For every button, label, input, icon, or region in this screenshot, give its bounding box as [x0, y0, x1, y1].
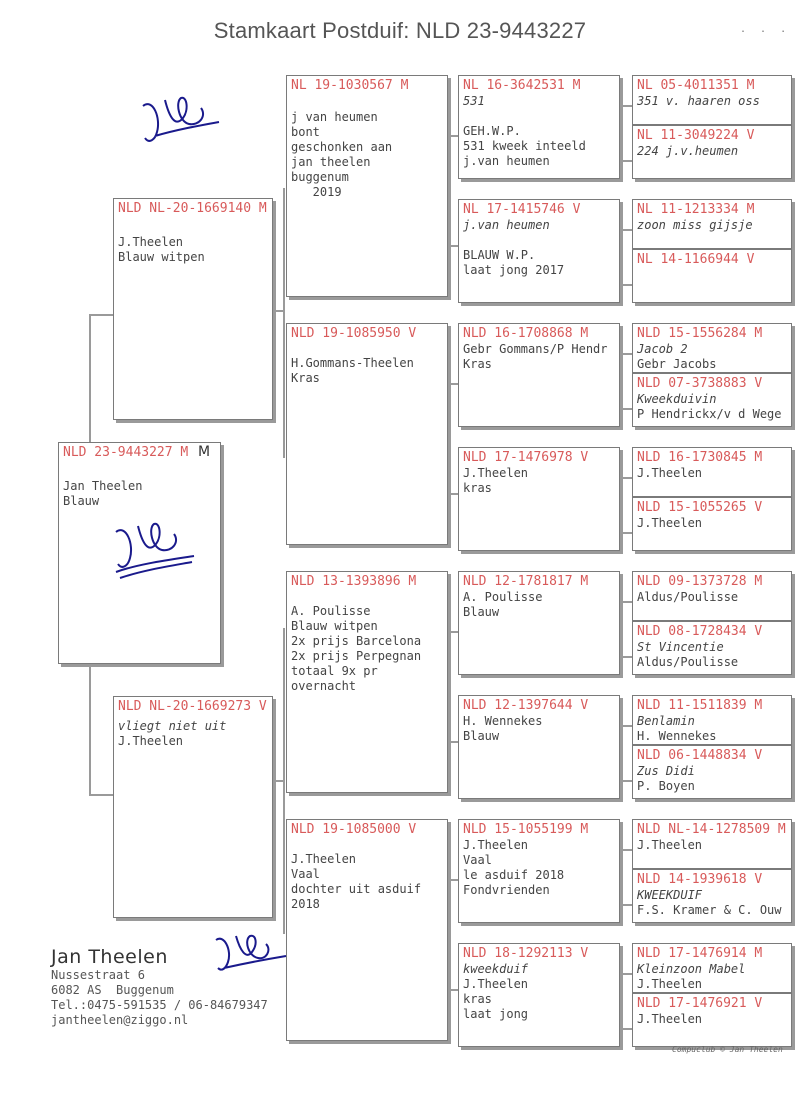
connector-g2-0-b	[448, 245, 458, 247]
gg-grandparent-card-3	[632, 199, 792, 249]
great-grandparent-card-2-line: BLAUW W.P.	[463, 248, 536, 262]
grandparent-card-3-ring	[291, 574, 416, 589]
scan-marks: . . .	[740, 24, 791, 35]
great-grandparent-card-5-details	[463, 590, 542, 620]
grandparent-card-1-line: bont	[291, 125, 320, 139]
connector-dam	[89, 794, 115, 796]
great-grandparent-card-7-ring-number: NLD 15-1055199	[463, 822, 573, 837]
connector-g3-3-b	[620, 532, 632, 534]
signature-top	[135, 88, 225, 158]
credit-text: Compuclub © Jan Theelen	[672, 1045, 783, 1054]
great-grandparent-card-6-line: Blauw	[463, 729, 500, 743]
great-grandparent-card-2-ring	[463, 202, 580, 217]
gg-grandparent-card-13-details	[637, 838, 702, 853]
great-grandparent-card-6-details	[463, 714, 542, 744]
gg-grandparent-card-10-ring	[637, 624, 762, 639]
gg-grandparent-card-13-line: J.Theelen	[637, 838, 703, 852]
great-grandparent-card-8-details	[463, 962, 528, 1022]
gg-grandparent-card-12-ring	[637, 748, 762, 763]
connector-g3-6-b	[620, 904, 632, 906]
gg-grandparent-card-9-sex: M	[746, 574, 763, 589]
great-grandparent-card-8-line: laat jong	[463, 1007, 529, 1021]
great-grandparent-card-1	[458, 75, 620, 179]
great-grandparent-card-7-line: Fondvrienden	[463, 883, 550, 897]
gg-grandparent-card-5-ring	[637, 326, 762, 341]
great-grandparent-card-5-ring	[463, 574, 588, 589]
grandparent-card-1-line: geschonken aan	[291, 140, 393, 154]
gg-grandparent-card-12-details	[637, 764, 695, 794]
gg-grandparent-card-15	[632, 943, 792, 993]
connector-g2-3-a	[448, 879, 458, 881]
gg-grandparent-card-14-sex: V	[746, 872, 763, 887]
gg-grandparent-card-11-sex: M	[746, 698, 763, 713]
gg-grandparent-card-10-line: Aldus/Poulisse	[637, 655, 739, 669]
dam-card-sex: V	[251, 699, 267, 714]
grandparent-card-4-details	[291, 852, 421, 912]
gg-grandparent-card-4-sex: V	[738, 252, 755, 267]
grandparent-card-3-line: Blauw witpen	[291, 619, 378, 633]
gg-grandparent-card-2-details	[637, 144, 738, 159]
gg-grandparent-card-2-ring	[637, 128, 754, 143]
gg-grandparent-card-10-line: St Vincentie	[637, 640, 724, 654]
gg-grandparent-card-9-details	[637, 590, 738, 605]
great-grandparent-card-7-details	[463, 838, 564, 898]
gg-grandparent-card-6-ring	[637, 376, 762, 391]
connector-g2-1-a	[448, 383, 458, 385]
gg-grandparent-card-2-sex: V	[738, 128, 755, 143]
gg-grandparent-card-10	[632, 621, 792, 675]
connector-dam-mid	[272, 780, 285, 782]
gg-grandparent-card-7-details	[637, 466, 702, 481]
gg-grandparent-card-12-ring-number: NLD 06-1448834	[637, 748, 747, 763]
gg-grandparent-card-11-ring	[637, 698, 762, 713]
great-grandparent-card-8-ring-number: NLD 18-1292113	[463, 946, 573, 961]
gg-grandparent-card-14-ring	[637, 872, 762, 887]
gg-grandparent-card-6-ring-number: NLD 07-3738883	[637, 376, 747, 391]
connector-g3-6-a	[620, 849, 632, 851]
grandparent-card-3-line: 2x prijs Perpegnan	[291, 649, 422, 663]
gg-grandparent-card-12-line: Zus Didi	[637, 764, 695, 778]
gg-grandparent-card-16-details	[637, 1012, 702, 1027]
connector-g2-0-a	[448, 135, 458, 137]
grandparent-card-4-line: J.Theelen	[291, 852, 357, 866]
gg-grandparent-card-11-details	[637, 714, 716, 744]
gg-grandparent-card-9-ring-number: NLD 09-1373728	[637, 574, 747, 589]
great-grandparent-card-3-line: Gebr Gommans/P Hendr	[463, 342, 608, 356]
connector-g3-5-b	[620, 780, 632, 782]
gg-grandparent-card-4	[632, 249, 792, 303]
gg-grandparent-card-5-line: Gebr Jacobs	[637, 357, 717, 371]
grandparent-card-1	[286, 75, 448, 297]
gg-grandparent-card-8-ring	[637, 500, 762, 515]
dam-card-ring-number: NLD NL-20-1669273	[118, 699, 252, 714]
gg-grandparent-card-8-details	[637, 516, 702, 531]
gg-grandparent-card-3-ring-number: NL 11-1213334	[637, 202, 739, 217]
connector-g3-0-a	[620, 105, 632, 107]
gg-grandparent-card-9	[632, 571, 792, 621]
great-grandparent-card-2-line: j.van heumen	[463, 218, 550, 232]
great-grandparent-card-8-ring	[463, 946, 588, 961]
gg-grandparent-card-13	[632, 819, 792, 869]
dam-card-details	[118, 719, 226, 749]
connector-g3-7-a	[620, 973, 632, 975]
great-grandparent-card-2-line: laat jong 2017	[463, 263, 565, 277]
sire-card-sex: M	[251, 201, 267, 216]
gg-grandparent-card-6-sex: V	[746, 376, 763, 391]
grandparent-card-3-ring-number: NLD 13-1393896	[291, 574, 401, 589]
pigeon-card-ring	[63, 445, 188, 460]
gg-grandparent-card-6-details	[637, 392, 782, 422]
sire-card-line: J.Theelen	[118, 235, 184, 249]
great-grandparent-card-3-ring	[463, 326, 588, 341]
great-grandparent-card-7-sex: M	[572, 822, 589, 837]
sire-card-ring-number: NLD NL-20-1669140	[118, 201, 252, 216]
gg-grandparent-card-13-ring	[637, 822, 786, 837]
gg-grandparent-card-14-ring-number: NLD 14-1939618	[637, 872, 747, 887]
gg-grandparent-card-15-sex: M	[746, 946, 763, 961]
connector-g3-1-a	[620, 229, 632, 231]
gg-grandparent-card-14-details	[637, 888, 782, 918]
great-grandparent-card-3-details	[463, 342, 608, 372]
grandparent-card-2-sex: V	[400, 326, 417, 341]
gg-grandparent-card-6-line: Kweekduivin	[637, 392, 717, 406]
grandparent-card-1-details	[291, 110, 392, 200]
gg-grandparent-card-5-ring-number: NLD 15-1556284	[637, 326, 747, 341]
gg-grandparent-card-11-ring-number: NLD 11-1511839	[637, 698, 747, 713]
gg-grandparent-card-10-sex: V	[746, 624, 763, 639]
gg-grandparent-card-3-line: zoon miss gijsje	[637, 218, 753, 232]
great-grandparent-card-8-line: kras	[463, 992, 492, 1006]
gg-grandparent-card-1-sex: M	[738, 78, 755, 93]
owner-address: Nussestraat 6 6082 AS Buggenum Tel.:0475-591535 / 06-84679347 jantheelen@ziggo.nl	[51, 968, 268, 1027]
great-grandparent-card-5-ring-number: NLD 12-1781817	[463, 574, 573, 589]
gg-grandparent-card-11-line: H. Wennekes	[637, 729, 717, 743]
gg-grandparent-card-15-ring	[637, 946, 762, 961]
connector-sire-parents	[283, 188, 285, 458]
great-grandparent-card-6	[458, 695, 620, 799]
connector-g3-0-b	[620, 160, 632, 162]
connector-g2-2-b	[448, 741, 458, 743]
great-grandparent-card-6-ring	[463, 698, 588, 713]
gg-grandparent-card-2	[632, 125, 792, 179]
grandparent-card-1-ring-number: NL 19-1030567	[291, 78, 393, 93]
great-grandparent-card-1-sex: M	[564, 78, 581, 93]
great-grandparent-card-1-line: 531	[463, 94, 485, 108]
sire-card-details	[118, 235, 205, 265]
grandparent-card-2-ring	[291, 326, 416, 341]
dam-card-line: J.Theelen	[118, 734, 184, 748]
connector-sire-mid	[272, 310, 285, 312]
connector-g2-3-b	[448, 989, 458, 991]
great-grandparent-card-3-ring-number: NLD 16-1708868	[463, 326, 573, 341]
gg-grandparent-card-16-ring	[637, 996, 762, 1011]
gg-grandparent-card-12-line: P. Boyen	[637, 779, 695, 793]
grandparent-card-2-line: Kras	[291, 371, 320, 385]
sire-card-line: Blauw witpen	[118, 250, 205, 264]
great-grandparent-card-2-line	[463, 233, 564, 248]
great-grandparent-card-8-line: J.Theelen	[463, 977, 529, 991]
handwritten-m-mark: M	[198, 444, 211, 460]
great-grandparent-card-2-ring-number: NL 17-1415746	[463, 202, 565, 217]
great-grandparent-card-2-details	[463, 218, 564, 278]
great-grandparent-card-1-details	[463, 94, 586, 169]
gg-grandparent-card-3-sex: M	[738, 202, 755, 217]
pigeon-card-ring-number: NLD 23-9443227	[63, 445, 173, 460]
great-grandparent-card-4-details	[463, 466, 528, 496]
gg-grandparent-card-2-ring-number: NL 11-3049224	[637, 128, 739, 143]
gg-grandparent-card-8-sex: V	[746, 500, 763, 515]
grandparent-card-1-sex: M	[392, 78, 409, 93]
gg-grandparent-card-8-line: J.Theelen	[637, 516, 703, 530]
gg-grandparent-card-5-sex: M	[746, 326, 763, 341]
great-grandparent-card-2	[458, 199, 620, 303]
great-grandparent-card-8-line: kweekduif	[463, 962, 529, 976]
gg-grandparent-card-16-ring-number: NLD 17-1476921	[637, 996, 747, 1011]
gg-grandparent-card-7-ring-number: NLD 16-1730845	[637, 450, 747, 465]
grandparent-card-1-ring	[291, 78, 408, 93]
great-grandparent-card-4	[458, 447, 620, 551]
grandparent-card-3-line: overnacht	[291, 679, 357, 693]
grandparent-card-4-line: Vaal	[291, 867, 320, 881]
grandparent-card-2-ring-number: NLD 19-1085950	[291, 326, 401, 341]
grandparent-card-1-line: j van heumen	[291, 110, 378, 124]
pigeon-card-line: Jan Theelen	[63, 479, 143, 493]
great-grandparent-card-5	[458, 571, 620, 675]
great-grandparent-card-3-sex: M	[572, 326, 589, 341]
great-grandparent-card-4-ring-number: NLD 17-1476978	[463, 450, 573, 465]
sire-card	[113, 198, 273, 420]
grandparent-card-2	[286, 323, 448, 545]
pigeon-card-details	[63, 479, 142, 509]
great-grandparent-card-4-line: kras	[463, 481, 492, 495]
gg-grandparent-card-16	[632, 993, 792, 1047]
connector-g3-1-b	[620, 284, 632, 286]
great-grandparent-card-1-line: GEH.W.P.	[463, 124, 521, 138]
grandparent-card-3-sex: M	[400, 574, 417, 589]
great-grandparent-card-7-line: J.Theelen	[463, 838, 529, 852]
great-grandparent-card-8	[458, 943, 620, 1047]
grandparent-card-3-line: A. Poulisse	[291, 604, 371, 618]
connector-g3-4-b	[620, 656, 632, 658]
gg-grandparent-card-15-line: J.Theelen	[637, 977, 703, 991]
gg-grandparent-card-3-details	[637, 218, 753, 233]
great-grandparent-card-5-line: A. Poulisse	[463, 590, 543, 604]
grandparent-card-1-line: 2019	[291, 185, 342, 199]
gg-grandparent-card-8-ring-number: NLD 15-1055265	[637, 500, 747, 515]
great-grandparent-card-5-line: Blauw	[463, 605, 500, 619]
great-grandparent-card-1-ring-number: NL 16-3642531	[463, 78, 565, 93]
gg-grandparent-card-7-line: J.Theelen	[637, 466, 703, 480]
gg-grandparent-card-5	[632, 323, 792, 373]
gg-grandparent-card-2-line: 224 j.v.heumen	[637, 144, 739, 158]
gg-grandparent-card-5-line: Jacob 2	[637, 342, 688, 356]
gg-grandparent-card-6-line: P Hendrickx/v d Wege	[637, 407, 782, 421]
owner-name: Jan Theelen	[51, 946, 168, 968]
grandparent-card-1-line: jan theelen	[291, 155, 371, 169]
great-grandparent-card-3-line: Kras	[463, 357, 492, 371]
great-grandparent-card-1-line	[463, 109, 586, 124]
gg-grandparent-card-4-ring	[637, 252, 754, 267]
great-grandparent-card-1-ring	[463, 78, 580, 93]
gg-grandparent-card-14	[632, 869, 792, 923]
gg-grandparent-card-3-ring	[637, 202, 754, 217]
pigeon-card-sex: M	[172, 445, 189, 460]
gg-grandparent-card-14-line: KWEEKDUIF	[637, 888, 703, 902]
connector-g3-5-a	[620, 725, 632, 727]
connector-g2-1-b	[448, 493, 458, 495]
great-grandparent-card-6-line: H. Wennekes	[463, 714, 543, 728]
gg-grandparent-card-13-sex: M	[770, 822, 786, 837]
gg-grandparent-card-11-line: Benlamin	[637, 714, 695, 728]
gg-grandparent-card-1-ring	[637, 78, 754, 93]
great-grandparent-card-7-line: Vaal	[463, 853, 492, 867]
connector-g3-2-a	[620, 353, 632, 355]
gg-grandparent-card-7	[632, 447, 792, 497]
gg-grandparent-card-14-line: F.S. Kramer & C. Ouw	[637, 903, 782, 917]
connector-g3-3-a	[620, 477, 632, 479]
connector-g2-2-a	[448, 631, 458, 633]
gg-grandparent-card-10-details	[637, 640, 738, 670]
gg-grandparent-card-5-details	[637, 342, 716, 372]
great-grandparent-card-3	[458, 323, 620, 427]
great-grandparent-card-7	[458, 819, 620, 923]
gg-grandparent-card-7-ring	[637, 450, 762, 465]
great-grandparent-card-7-line: le asduif 2018	[463, 868, 565, 882]
dam-card	[113, 696, 273, 918]
gg-grandparent-card-11	[632, 695, 792, 745]
gg-grandparent-card-16-line: J.Theelen	[637, 1012, 703, 1026]
great-grandparent-card-6-sex: V	[572, 698, 589, 713]
pigeon-card-line: Blauw	[63, 494, 100, 508]
gg-grandparent-card-9-ring	[637, 574, 762, 589]
great-grandparent-card-2-sex: V	[564, 202, 581, 217]
grandparent-card-2-line: H.Gommans-Theelen	[291, 356, 414, 370]
gg-grandparent-card-15-details	[637, 962, 745, 992]
great-grandparent-card-5-sex: M	[572, 574, 589, 589]
sire-card-ring	[118, 201, 267, 216]
great-grandparent-card-8-sex: V	[572, 946, 589, 961]
great-grandparent-card-6-ring-number: NLD 12-1397644	[463, 698, 573, 713]
gg-grandparent-card-12	[632, 745, 792, 799]
grandparent-card-1-line: buggenum	[291, 170, 349, 184]
gg-grandparent-card-1	[632, 75, 792, 125]
grandparent-card-3	[286, 571, 448, 793]
grandparent-card-2-details	[291, 356, 414, 386]
gg-grandparent-card-13-ring-number: NLD NL-14-1278509	[637, 822, 771, 837]
gg-grandparent-card-15-line: Kleinzoon Mabel	[637, 962, 746, 976]
signature-middle	[108, 512, 198, 587]
grandparent-card-3-line: 2x prijs Barcelona	[291, 634, 422, 648]
gg-grandparent-card-1-details	[637, 94, 760, 109]
great-grandparent-card-4-sex: V	[572, 450, 589, 465]
gg-grandparent-card-4-ring-number: NL 14-1166944	[637, 252, 739, 267]
grandparent-card-3-line: totaal 9x pr	[291, 664, 378, 678]
grandparent-card-4-sex: V	[400, 822, 417, 837]
connector-g3-4-a	[620, 601, 632, 603]
gg-grandparent-card-8	[632, 497, 792, 551]
great-grandparent-card-1-line: 531 kweek inteeld	[463, 139, 586, 153]
gg-grandparent-card-9-line: Aldus/Poulisse	[637, 590, 739, 604]
gg-grandparent-card-7-sex: M	[746, 450, 763, 465]
great-grandparent-card-4-line: J.Theelen	[463, 466, 529, 480]
gg-grandparent-card-16-sex: V	[746, 996, 763, 1011]
grandparent-card-4-line: 2018	[291, 897, 320, 911]
gg-grandparent-card-15-ring-number: NLD 17-1476914	[637, 946, 747, 961]
page-title: Stamkaart Postduif: NLD 23-9443227	[213, 18, 587, 43]
gg-grandparent-card-1-ring-number: NL 05-4011351	[637, 78, 739, 93]
gg-grandparent-card-10-ring-number: NLD 08-1728434	[637, 624, 747, 639]
great-grandparent-card-1-line: j.van heumen	[463, 154, 550, 168]
great-grandparent-card-4-ring	[463, 450, 588, 465]
gg-grandparent-card-1-line: 351 v. haaren oss	[637, 94, 760, 108]
owner-block	[51, 946, 268, 1028]
grandparent-card-4-line: dochter uit asduif	[291, 882, 422, 896]
gg-grandparent-card-12-sex: V	[746, 748, 763, 763]
grandparent-card-3-details	[291, 604, 421, 694]
connector-g3-2-b	[620, 408, 632, 410]
gg-grandparent-card-6	[632, 373, 792, 427]
dam-card-ring	[118, 699, 267, 714]
connector-sire	[89, 314, 115, 316]
grandparent-card-4	[286, 819, 448, 1041]
grandparent-card-4-ring	[291, 822, 416, 837]
great-grandparent-card-7-ring	[463, 822, 588, 837]
connector-g3-7-b	[620, 1028, 632, 1030]
grandparent-card-4-ring-number: NLD 19-1085000	[291, 822, 401, 837]
dam-card-line: vliegt niet uit	[118, 719, 227, 733]
